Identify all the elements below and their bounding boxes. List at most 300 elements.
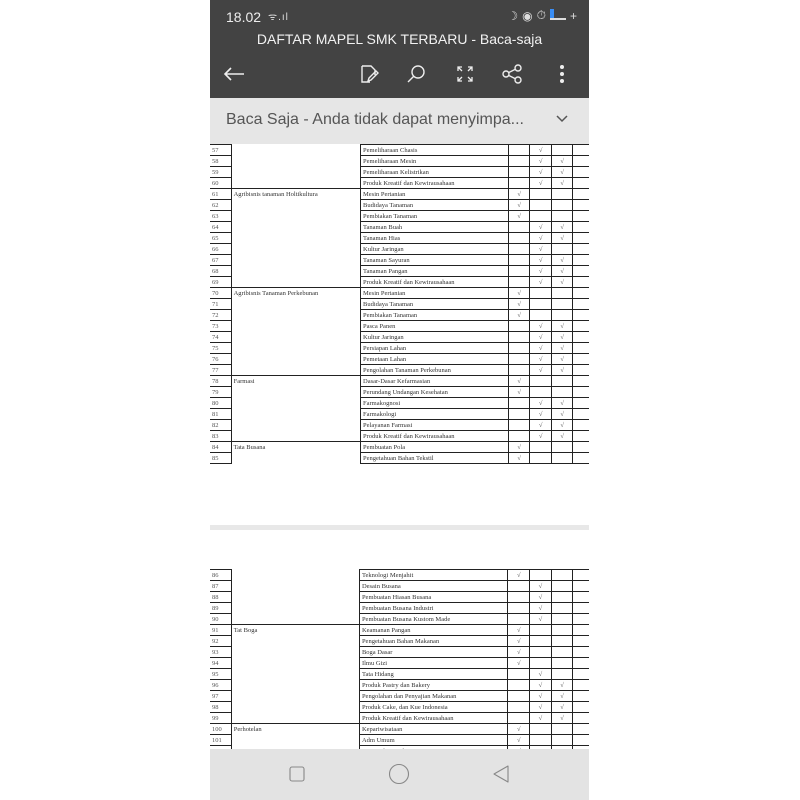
check-cell — [530, 442, 551, 453]
subject-name: Budidaya Tanaman — [361, 299, 509, 310]
table-row — [210, 233, 589, 244]
row-number: 91 — [210, 625, 231, 636]
check-cell — [551, 614, 573, 625]
program-name — [231, 398, 360, 409]
check-cell: √ — [530, 431, 551, 442]
check-cell: √ — [508, 299, 529, 310]
check-cell: √ — [530, 244, 551, 255]
check-cell — [573, 299, 589, 310]
subject-name: Produk Kreatif dan Kewirausahaan — [361, 277, 509, 288]
check-cell — [573, 420, 589, 431]
row-number: 67 — [210, 255, 231, 266]
check-cell: √ — [530, 354, 551, 365]
program-name — [231, 211, 360, 222]
program-name — [231, 592, 359, 603]
check-cell: √ — [551, 420, 572, 431]
check-cell — [530, 647, 552, 658]
check-cell — [508, 354, 529, 365]
check-cell: √ — [508, 442, 529, 453]
document-page-1 — [210, 144, 589, 464]
table-row — [210, 365, 589, 376]
row-number: 84 — [210, 442, 231, 453]
check-cell — [573, 277, 589, 288]
row-number: 57 — [210, 145, 231, 156]
check-cell: √ — [551, 266, 572, 277]
recents-button[interactable] — [282, 761, 312, 787]
check-cell: √ — [530, 614, 552, 625]
check-cell — [573, 321, 589, 332]
table-row — [210, 603, 589, 614]
check-cell — [551, 244, 572, 255]
subject-name: Perundang Undangan Kesehatan — [361, 387, 509, 398]
program-name — [231, 702, 359, 713]
check-cell — [508, 365, 529, 376]
check-cell: √ — [530, 409, 551, 420]
check-cell — [551, 603, 573, 614]
check-cell: √ — [530, 321, 551, 332]
table-row — [210, 570, 589, 581]
check-cell — [508, 614, 530, 625]
row-number: 89 — [210, 603, 231, 614]
check-cell — [551, 145, 572, 156]
read-only-banner[interactable] — [210, 98, 589, 144]
subject-name: Kultur Jaringan — [361, 332, 509, 343]
row-number: 79 — [210, 387, 231, 398]
row-number: 73 — [210, 321, 231, 332]
subject-name: Produk Kreatif dan Kewirausahaan — [359, 713, 508, 724]
sync-icon: ◉ — [522, 8, 533, 23]
table-row — [210, 244, 589, 255]
check-cell — [573, 354, 589, 365]
check-cell: √ — [551, 354, 572, 365]
row-number: 64 — [210, 222, 231, 233]
check-cell: √ — [530, 603, 552, 614]
row-number: 61 — [210, 189, 231, 200]
check-cell — [573, 343, 589, 354]
program-name — [231, 735, 359, 746]
check-cell — [573, 442, 589, 453]
check-cell — [573, 189, 589, 200]
subject-name: Dasar-Dasar Kefarmasian — [361, 376, 509, 387]
check-cell — [508, 398, 529, 409]
check-cell — [573, 702, 589, 713]
check-cell — [551, 625, 573, 636]
check-cell — [573, 581, 589, 592]
table-row — [210, 178, 589, 189]
check-cell — [508, 581, 530, 592]
chevron-down-icon — [555, 111, 569, 125]
program-name — [231, 691, 359, 702]
subject-name: Budidaya Tanaman — [361, 200, 509, 211]
program-name — [231, 310, 360, 321]
check-cell — [551, 299, 572, 310]
check-cell — [551, 735, 573, 746]
check-cell: √ — [508, 735, 530, 746]
program-name — [231, 244, 360, 255]
check-cell — [530, 636, 552, 647]
row-number: 76 — [210, 354, 231, 365]
check-cell: √ — [508, 647, 530, 658]
table-row — [210, 691, 589, 702]
table-row — [210, 145, 589, 156]
check-cell — [530, 200, 551, 211]
program-name: Tat Boga — [231, 625, 359, 636]
row-number: 88 — [210, 592, 231, 603]
table-row — [210, 288, 589, 299]
check-cell: √ — [530, 255, 551, 266]
check-cell — [573, 365, 589, 376]
check-cell — [530, 724, 552, 735]
row-number: 92 — [210, 636, 231, 647]
row-number: 78 — [210, 376, 231, 387]
fullscreen-icon — [455, 64, 475, 84]
app-header — [210, 0, 589, 98]
battery-icon — [550, 11, 566, 20]
check-cell — [508, 713, 530, 724]
check-cell: √ — [530, 277, 551, 288]
check-cell: √ — [530, 680, 552, 691]
check-cell: √ — [530, 178, 551, 189]
check-cell — [573, 266, 589, 277]
check-cell: √ — [551, 233, 572, 244]
program-name — [231, 420, 360, 431]
more-vertical-icon — [559, 64, 565, 84]
program-name — [231, 581, 359, 592]
expand-banner-button[interactable] — [555, 111, 569, 130]
table-row — [210, 156, 589, 167]
check-cell: √ — [508, 310, 529, 321]
table-row — [210, 453, 589, 464]
check-cell — [508, 277, 529, 288]
check-cell — [573, 658, 589, 669]
check-cell — [573, 592, 589, 603]
check-cell: √ — [530, 691, 552, 702]
read-only-message: Baca Saja - Anda tidak dapat menyimpa... — [226, 111, 524, 128]
check-cell — [551, 310, 572, 321]
row-number: 101 — [210, 735, 231, 746]
subject-name: Ilmu Gizi — [359, 658, 508, 669]
subject-name: Pengolahan dan Penyajian Makanan — [359, 691, 508, 702]
back-button[interactable] — [218, 58, 250, 90]
check-cell — [573, 255, 589, 266]
check-cell — [530, 299, 551, 310]
check-cell: √ — [551, 702, 573, 713]
subject-name: Pemetaan Lahan — [361, 354, 509, 365]
table-row — [210, 200, 589, 211]
check-cell: √ — [551, 167, 572, 178]
check-cell — [508, 592, 530, 603]
system-nav-bar — [210, 749, 589, 800]
check-cell — [508, 244, 529, 255]
check-cell: √ — [530, 581, 552, 592]
table-row — [210, 299, 589, 310]
row-number: 75 — [210, 343, 231, 354]
program-name — [231, 647, 359, 658]
subject-name: Pembuatan Pola — [361, 442, 509, 453]
row-number: 70 — [210, 288, 231, 299]
table-row — [210, 222, 589, 233]
check-cell — [508, 669, 530, 680]
program-name — [231, 321, 360, 332]
check-cell — [551, 658, 573, 669]
subject-name: Pemeliharaan Chasis — [361, 145, 509, 156]
charging-icon: + — [569, 8, 577, 23]
table-row — [210, 614, 589, 625]
row-number: 74 — [210, 332, 231, 343]
table-row — [210, 713, 589, 724]
check-cell: √ — [551, 343, 572, 354]
subject-name: Pengolahan Tanaman Perkebunan — [361, 365, 509, 376]
row-number: 66 — [210, 244, 231, 255]
row-number: 90 — [210, 614, 231, 625]
table-row — [210, 581, 589, 592]
check-cell — [508, 167, 529, 178]
check-cell: √ — [530, 365, 551, 376]
back-triangle-icon — [492, 764, 510, 784]
status-icons — [507, 8, 577, 23]
table-row — [210, 211, 589, 222]
table-row — [210, 680, 589, 691]
check-cell — [573, 603, 589, 614]
more-options-button[interactable] — [546, 58, 578, 90]
check-cell — [573, 647, 589, 658]
program-name — [231, 570, 359, 581]
table-row — [210, 167, 589, 178]
subject-name: Pembiakan Tanaman — [361, 310, 509, 321]
check-cell: √ — [530, 266, 551, 277]
table-row — [210, 277, 589, 288]
subject-name: Mesin Pertanian — [361, 189, 509, 200]
program-name — [231, 167, 360, 178]
check-cell: √ — [551, 277, 572, 288]
program-name: Agribisnis Tanaman Perkebunan — [231, 288, 360, 299]
check-cell: √ — [508, 288, 529, 299]
check-cell — [573, 735, 589, 746]
subject-name: Kepariwisataan — [359, 724, 508, 735]
program-name — [231, 255, 360, 266]
subject-name: Pengetahuan Bahan Makanan — [359, 636, 508, 647]
check-cell — [551, 376, 572, 387]
check-cell: √ — [530, 222, 551, 233]
check-cell: √ — [551, 409, 572, 420]
signal-icon: ᯤ.ıl — [268, 12, 289, 23]
check-cell — [530, 189, 551, 200]
phone-screen — [210, 0, 589, 800]
subject-name: Produk Kreatif dan Kewirausahaan — [361, 178, 509, 189]
program-name — [231, 658, 359, 669]
row-number: 87 — [210, 581, 231, 592]
table-row — [210, 409, 589, 420]
search-button[interactable] — [400, 58, 432, 90]
status-time: 18.02 — [226, 9, 262, 25]
check-cell: √ — [551, 321, 572, 332]
row-number: 81 — [210, 409, 231, 420]
check-cell — [573, 691, 589, 702]
program-name — [231, 387, 360, 398]
check-cell — [573, 156, 589, 167]
check-cell: √ — [508, 200, 529, 211]
check-cell — [573, 724, 589, 735]
check-cell: √ — [530, 156, 551, 167]
table-row — [210, 658, 589, 669]
check-cell — [573, 625, 589, 636]
program-name — [231, 145, 360, 156]
check-cell — [508, 431, 529, 442]
check-cell — [508, 233, 529, 244]
check-cell: √ — [530, 233, 551, 244]
row-number: 96 — [210, 680, 231, 691]
edit-button[interactable] — [353, 58, 385, 90]
check-cell — [551, 387, 572, 398]
check-cell — [508, 603, 530, 614]
subject-name: Produk Kreatif dan Kewirausahaan — [361, 431, 509, 442]
check-cell — [573, 398, 589, 409]
subject-name: Pembuatan Busana Kustom Made — [359, 614, 508, 625]
table-row — [210, 702, 589, 713]
row-number: 82 — [210, 420, 231, 431]
check-cell: √ — [508, 724, 530, 735]
document-title: DAFTAR MAPEL SMK TERBARU - Baca-saja — [256, 31, 543, 47]
program-name — [231, 713, 359, 724]
check-cell — [551, 647, 573, 658]
subject-name: Persiapan Lahan — [361, 343, 509, 354]
check-cell — [573, 288, 589, 299]
check-cell — [530, 570, 552, 581]
check-cell: √ — [551, 255, 572, 266]
table-row — [210, 343, 589, 354]
check-cell: √ — [551, 156, 572, 167]
row-number: 65 — [210, 233, 231, 244]
program-name: Farmasi — [231, 376, 360, 387]
check-cell: √ — [508, 658, 530, 669]
check-cell — [573, 233, 589, 244]
check-cell: √ — [508, 570, 530, 581]
check-cell — [573, 222, 589, 233]
check-cell — [573, 570, 589, 581]
check-cell — [573, 376, 589, 387]
subject-name: Tanaman Hias — [361, 233, 509, 244]
moon-icon: ☽ — [507, 8, 519, 23]
row-number: 97 — [210, 691, 231, 702]
check-cell — [573, 167, 589, 178]
fullscreen-button[interactable] — [449, 58, 481, 90]
check-cell — [508, 178, 529, 189]
row-number: 95 — [210, 669, 231, 680]
check-cell: √ — [551, 691, 573, 702]
program-name — [231, 299, 360, 310]
back-nav-button[interactable] — [486, 761, 516, 787]
subject-name: Tanaman Sayuran — [361, 255, 509, 266]
program-name — [231, 343, 360, 354]
recents-square-icon — [289, 766, 305, 782]
row-number: 68 — [210, 266, 231, 277]
subject-name: Pemeliharaan Kelistrikan — [361, 167, 509, 178]
check-cell: √ — [551, 365, 572, 376]
row-number: 59 — [210, 167, 231, 178]
subjects-table-page-1 — [210, 144, 589, 464]
program-name — [231, 603, 359, 614]
row-number: 62 — [210, 200, 231, 211]
check-cell — [573, 680, 589, 691]
subject-name: Pembiakan Tanaman — [361, 211, 509, 222]
row-number: 69 — [210, 277, 231, 288]
check-cell — [551, 189, 572, 200]
edit-icon — [358, 63, 380, 85]
check-cell: √ — [551, 332, 572, 343]
check-cell — [573, 178, 589, 189]
row-number: 86 — [210, 570, 231, 581]
check-cell: √ — [508, 387, 529, 398]
check-cell — [551, 669, 573, 680]
row-number: 71 — [210, 299, 231, 310]
check-cell: √ — [530, 332, 551, 343]
check-cell — [508, 420, 529, 431]
program-name — [231, 178, 360, 189]
check-cell: √ — [530, 343, 551, 354]
row-number: 93 — [210, 647, 231, 658]
check-cell — [508, 156, 529, 167]
table-row — [210, 332, 589, 343]
check-cell — [508, 702, 530, 713]
check-cell — [508, 332, 529, 343]
check-cell — [530, 211, 551, 222]
subject-name: Pasca Panen — [361, 321, 509, 332]
share-button[interactable] — [496, 58, 528, 90]
table-row — [210, 354, 589, 365]
page-separator — [210, 525, 589, 530]
table-row — [210, 625, 589, 636]
table-row — [210, 255, 589, 266]
table-row — [210, 735, 589, 746]
program-name — [231, 222, 360, 233]
check-cell — [573, 431, 589, 442]
subject-name: Pembuatan Hiasan Busana — [359, 592, 508, 603]
check-cell: √ — [551, 713, 573, 724]
subject-name: Adm Umum — [359, 735, 508, 746]
home-circle-icon — [388, 763, 410, 785]
home-button[interactable] — [384, 761, 414, 787]
check-cell — [508, 222, 529, 233]
subject-name: Desain Busana — [359, 581, 508, 592]
check-cell — [508, 680, 530, 691]
subject-name: Produk Pastry dan Bakery — [359, 680, 508, 691]
row-number: 77 — [210, 365, 231, 376]
check-cell — [573, 409, 589, 420]
check-cell: √ — [508, 453, 529, 464]
check-cell — [573, 636, 589, 647]
check-cell — [530, 453, 551, 464]
subject-name: Tanaman Buah — [361, 222, 509, 233]
table-row — [210, 310, 589, 321]
check-cell — [551, 724, 573, 735]
subject-name: Keamanan Pangan — [359, 625, 508, 636]
check-cell — [573, 332, 589, 343]
program-name — [231, 365, 360, 376]
table-row — [210, 420, 589, 431]
program-name — [231, 266, 360, 277]
row-number: 98 — [210, 702, 231, 713]
row-number: 83 — [210, 431, 231, 442]
check-cell: √ — [508, 211, 529, 222]
check-cell — [551, 200, 572, 211]
subject-name: Produk Cake, dan Kue Indonesia — [359, 702, 508, 713]
check-cell: √ — [530, 669, 552, 680]
check-cell — [551, 636, 573, 647]
check-cell — [573, 310, 589, 321]
program-name — [231, 233, 360, 244]
check-cell — [508, 321, 529, 332]
table-row — [210, 431, 589, 442]
